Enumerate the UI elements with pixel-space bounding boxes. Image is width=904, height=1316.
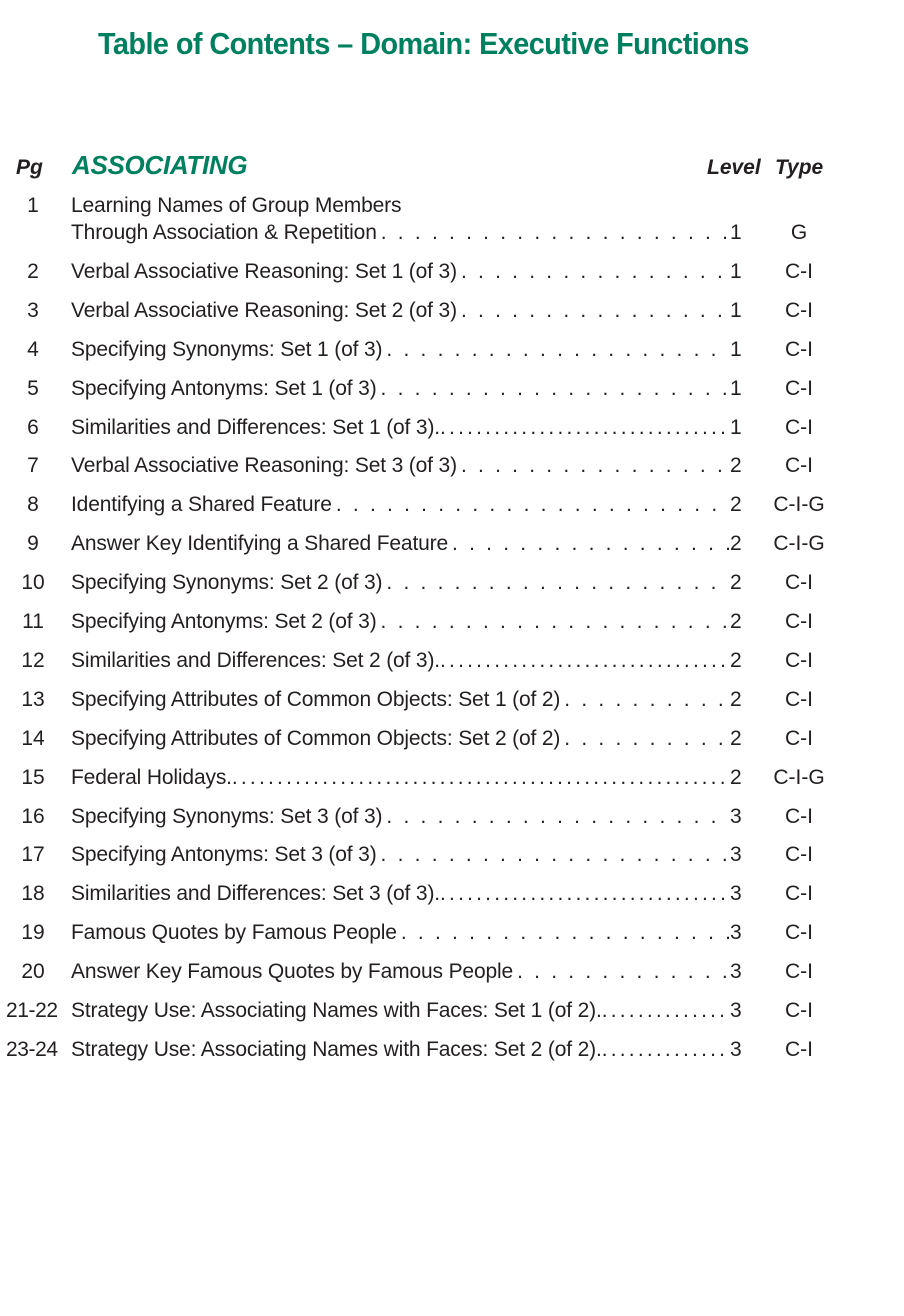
dot-leader bbox=[377, 841, 729, 869]
toc-entry bbox=[0, 841, 904, 869]
toc-entry-type: C-I-G bbox=[773, 532, 825, 556]
toc-entry bbox=[0, 803, 904, 831]
toc-entry-type: C-I bbox=[785, 804, 813, 828]
dot-leader bbox=[457, 452, 729, 480]
toc-entry-type: C-I-G bbox=[773, 493, 825, 517]
toc-entry-title: Verbal Associative Reasoning: Set 3 (of 3) bbox=[71, 454, 457, 478]
toc-entry-title-line bbox=[71, 764, 729, 792]
toc-entry-level: 2 bbox=[730, 532, 742, 556]
toc-entry-page: 18 bbox=[21, 882, 45, 906]
toc-entry-title: Specifying Attributes of Common Objects: Set 2 (of 2) bbox=[71, 726, 561, 750]
toc-entry-title-first-line: Learning Names of Group Members bbox=[71, 194, 402, 217]
toc-entry-title-line bbox=[71, 414, 729, 442]
dot-leader bbox=[440, 647, 729, 675]
toc-entry-level: 2 bbox=[730, 687, 742, 711]
dot-leader bbox=[602, 1036, 729, 1064]
toc-entry bbox=[0, 491, 904, 519]
toc-entry-page: 4 bbox=[27, 337, 39, 361]
toc-entry bbox=[0, 297, 904, 325]
column-header-level: Level bbox=[707, 156, 761, 179]
page-title: Table of Contents – Domain: Executive Functions bbox=[98, 26, 749, 61]
toc-entry-page: 15 bbox=[21, 765, 45, 789]
toc-entry-type: C-I bbox=[785, 571, 813, 595]
toc-entry-page: 2 bbox=[27, 259, 39, 283]
toc-entry-type: C-I-G bbox=[773, 765, 825, 789]
toc-entry-title: Similarities and Differences: Set 2 (of 3). bbox=[71, 648, 440, 672]
toc-entry bbox=[0, 569, 904, 597]
toc-entry-level: 1 bbox=[730, 376, 742, 400]
toc-entry bbox=[0, 414, 904, 442]
toc-entry-title-line bbox=[71, 841, 729, 869]
toc-entry-title-line bbox=[71, 725, 729, 753]
toc-entry-page: 16 bbox=[21, 804, 45, 828]
toc-entry-level: 3 bbox=[730, 921, 742, 945]
toc-entry-level: 3 bbox=[730, 804, 742, 828]
dot-leader bbox=[377, 219, 729, 247]
dot-leader bbox=[513, 958, 729, 986]
dot-leader bbox=[440, 414, 729, 442]
toc-entry-page: 14 bbox=[21, 726, 45, 750]
toc-entry-page: 19 bbox=[21, 921, 45, 945]
toc-entry-level: 1 bbox=[730, 221, 742, 244]
column-header-pg: Pg bbox=[16, 156, 43, 179]
toc-entry bbox=[0, 725, 904, 753]
column-header-type: Type bbox=[775, 156, 824, 179]
dot-leader bbox=[382, 803, 729, 831]
toc-entry bbox=[0, 647, 904, 675]
toc-entry-title: Specifying Synonyms: Set 1 (of 3) bbox=[71, 337, 383, 361]
toc-entry-type: C-I bbox=[785, 610, 813, 633]
toc-entry-page: 12 bbox=[21, 648, 45, 672]
toc-entry-type: C-I bbox=[785, 298, 813, 322]
toc-entry-level: 3 bbox=[730, 960, 742, 984]
toc-entry-page: 23-24 bbox=[6, 1037, 58, 1061]
toc-entry-level: 2 bbox=[730, 726, 742, 750]
dot-leader bbox=[377, 608, 729, 636]
dot-leader bbox=[560, 686, 729, 714]
toc-entry-title-line bbox=[71, 958, 729, 986]
toc-entry-level: 2 bbox=[730, 454, 742, 478]
toc-entry-title: Famous Quotes by Famous People bbox=[71, 921, 397, 945]
dot-leader bbox=[448, 530, 729, 558]
toc-entry-type: C-I bbox=[785, 921, 813, 945]
toc-entry-type: C-I bbox=[785, 376, 813, 400]
toc-entry-level: 1 bbox=[730, 298, 742, 322]
toc-entry bbox=[0, 530, 904, 558]
toc-entry bbox=[0, 880, 904, 908]
toc-entry-title: Identifying a Shared Feature bbox=[71, 493, 332, 517]
toc-entry-type: C-I bbox=[785, 454, 813, 478]
dot-leader bbox=[382, 336, 729, 364]
toc-entry bbox=[0, 1036, 904, 1064]
toc-entry-title-line bbox=[71, 647, 729, 675]
dot-leader bbox=[232, 764, 729, 792]
toc-entry-level: 2 bbox=[730, 610, 742, 633]
toc-entry-title: Strategy Use: Associating Names with Faces: Set 2 (of 2). bbox=[71, 1037, 602, 1061]
toc-entry-level: 3 bbox=[730, 843, 742, 867]
toc-entry bbox=[0, 258, 904, 286]
toc-entry bbox=[0, 219, 904, 247]
toc-entry-title-line bbox=[71, 336, 729, 364]
toc-entry-page: 11 bbox=[22, 610, 44, 633]
toc-entry-page: 9 bbox=[27, 532, 39, 556]
toc-entry-title-line bbox=[71, 686, 729, 714]
section-heading: ASSOCIATING bbox=[72, 150, 248, 180]
toc-entry-title-line bbox=[71, 297, 729, 325]
toc-entry-title-line bbox=[71, 219, 729, 247]
toc-entry-level: 3 bbox=[730, 999, 742, 1022]
toc-entry-title-line bbox=[71, 569, 729, 597]
toc-entry-page: 8 bbox=[27, 493, 39, 517]
toc-entry bbox=[0, 997, 904, 1025]
toc-entry bbox=[0, 336, 904, 364]
dot-leader bbox=[457, 297, 729, 325]
toc-entry-title: Specifying Antonyms: Set 2 (of 3) bbox=[71, 610, 377, 633]
toc-entry-level: 2 bbox=[730, 648, 742, 672]
toc-entry-title-line bbox=[71, 1036, 729, 1064]
toc-entry-page: 6 bbox=[27, 415, 39, 439]
dot-leader bbox=[602, 997, 729, 1025]
toc-entry-title-line bbox=[71, 880, 729, 908]
toc-entry bbox=[0, 958, 904, 986]
toc-entry-title-line bbox=[71, 803, 729, 831]
toc-entry-title: Strategy Use: Associating Names with Faces: Set 1 (of 2). bbox=[71, 999, 602, 1022]
dot-leader bbox=[377, 375, 729, 403]
dot-leader bbox=[440, 880, 729, 908]
toc-entry-type: C-I bbox=[785, 1037, 813, 1061]
toc-entry-type: C-I bbox=[785, 960, 813, 984]
toc-entry-title: Specifying Synonyms: Set 2 (of 3) bbox=[71, 571, 383, 595]
toc-entry-title: Specifying Attributes of Common Objects: Set 1 (of 2) bbox=[71, 687, 561, 711]
toc-entry-title-line bbox=[71, 608, 729, 636]
toc-entry-page: 17 bbox=[21, 843, 45, 867]
toc-entry bbox=[0, 375, 904, 403]
toc-entry bbox=[0, 919, 904, 947]
toc-entry-level: 1 bbox=[730, 337, 742, 361]
toc-entry-page: 3 bbox=[27, 298, 39, 322]
toc-entry-page: 5 bbox=[27, 376, 39, 400]
toc-entry-title: Through Association & Repetition bbox=[71, 221, 377, 244]
dot-leader bbox=[382, 569, 729, 597]
toc-entry-type: C-I bbox=[785, 726, 813, 750]
toc-entry-level: 3 bbox=[730, 1037, 742, 1061]
toc-entry-page: 13 bbox=[21, 687, 45, 711]
toc-entry-title-line bbox=[71, 375, 729, 403]
dot-leader bbox=[332, 491, 729, 519]
dot-leader bbox=[457, 258, 729, 286]
toc-entry-title: Federal Holidays. bbox=[71, 765, 232, 789]
toc-entry-title: Similarities and Differences: Set 3 (of 3). bbox=[71, 882, 440, 906]
toc-entry-title-line bbox=[71, 919, 729, 947]
toc-entry-level: 2 bbox=[730, 765, 742, 789]
dot-leader bbox=[397, 919, 729, 947]
toc-entry-first-line bbox=[0, 192, 904, 220]
toc-entry-level: 1 bbox=[730, 415, 742, 439]
toc-entry-title: Verbal Associative Reasoning: Set 2 (of 3) bbox=[71, 298, 457, 322]
toc-entry-title-line bbox=[71, 997, 729, 1025]
toc-entry-page: 1 bbox=[27, 194, 39, 217]
toc-entry-title: Specifying Synonyms: Set 3 (of 3) bbox=[71, 804, 383, 828]
toc-entry-page: 7 bbox=[27, 454, 39, 478]
toc-entry-page: 10 bbox=[21, 571, 45, 595]
toc-entry-type: C-I bbox=[785, 415, 813, 439]
toc-entry-type: C-I bbox=[785, 259, 813, 283]
toc-entry-level: 2 bbox=[730, 571, 742, 595]
toc-entry bbox=[0, 452, 904, 480]
toc-entry-level: 3 bbox=[730, 882, 742, 906]
toc-entry-title: Specifying Antonyms: Set 3 (of 3) bbox=[71, 843, 377, 867]
toc-entry-title: Similarities and Differences: Set 1 (of 3). bbox=[71, 415, 440, 439]
toc-entry bbox=[0, 608, 904, 636]
toc-entry-title: Answer Key Identifying a Shared Feature bbox=[71, 532, 449, 556]
toc-entry-type: C-I bbox=[785, 337, 813, 361]
toc-entry-type: C-I bbox=[785, 687, 813, 711]
toc-entry-title-line bbox=[71, 452, 729, 480]
toc-entry-level: 2 bbox=[730, 493, 742, 517]
toc-entry-title: Specifying Antonyms: Set 1 (of 3) bbox=[71, 376, 377, 400]
toc-entry-title-line bbox=[71, 530, 729, 558]
toc-entry-type: C-I bbox=[785, 648, 813, 672]
toc-entry-type: C-I bbox=[785, 999, 813, 1022]
toc-entry-type: C-I bbox=[785, 843, 813, 867]
toc-entry-title: Answer Key Famous Quotes by Famous People bbox=[71, 960, 514, 984]
toc-entry-page: 20 bbox=[21, 960, 45, 984]
toc-entry-level: 1 bbox=[730, 259, 742, 283]
toc-entry-title-line bbox=[71, 491, 729, 519]
toc-entry-type: C-I bbox=[785, 882, 813, 906]
toc-entry-title: Verbal Associative Reasoning: Set 1 (of 3) bbox=[71, 259, 457, 283]
toc-entry-type: G bbox=[790, 221, 808, 244]
toc-entry-title-line bbox=[71, 258, 729, 286]
toc-entry bbox=[0, 686, 904, 714]
toc-entry bbox=[0, 764, 904, 792]
toc-entry-page: 21-22 bbox=[6, 999, 58, 1022]
dot-leader bbox=[560, 725, 729, 753]
